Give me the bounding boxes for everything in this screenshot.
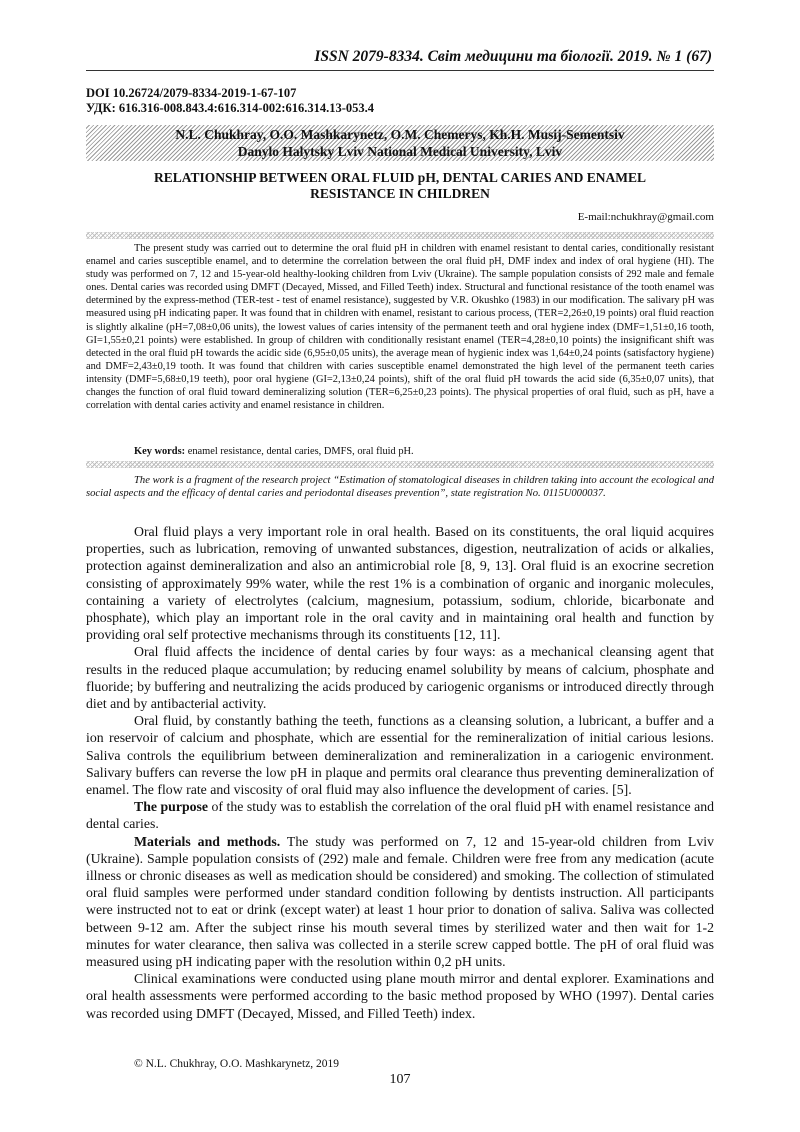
author-names: N.L. Chukhray, O.O. Mashkarynetz, O.M. Chemerys, Kh.H. Musij-Sementsiv <box>175 127 625 142</box>
body-text <box>86 523 714 1022</box>
methods-label: Materials and methods. <box>134 833 281 849</box>
keywords <box>134 446 414 457</box>
authors-block <box>86 126 714 160</box>
header-divider <box>86 70 714 71</box>
article-identifiers <box>86 86 374 116</box>
paragraph-purpose <box>86 798 714 832</box>
methods-text: The study was performed on 7, 12 and 15-year-old children from Lviv (Ukraine). Sample population consists of (292) male and female. Children were free from any medication (acute illness or chronic diseases as well as medication should be considered) and smoking. The collection of stimulated oral fluid samples were performed under standard condition following by dentists instruction. All participants were instructed not to eat or drink (except water) at least 1 hour prior to donation of saliva. Saliva was collected between 9-12 am. After the subject rinse his mouth several times by sterilized water and then wait for 1-2 minutes for water clearance, then saliva was collected in a sterile screw capped bottle. The pH of oral fluid was measured using pH indicating paper with the resolution within 0,2 pH units. <box>86 833 714 970</box>
paragraph-methods <box>86 833 714 971</box>
paragraph: Oral fluid affects the incidence of dental caries by four ways: as a mechanical cleansing agent that results in the reduced plaque accumulation; by reducing enamel solubility by means of calcium, phosphate and fluoride; by buffering and neutralizing the acids produced by cariogenic organisms or introduced directly through diet and by antibacterial activity. <box>86 644 714 712</box>
email: E-mail:nchukhray@gmail.com <box>577 211 714 223</box>
doi: DOI 10.26724/2079-8334-2019-1-67-107 <box>86 86 297 100</box>
project-note: The work is a fragment of the research project “Estimation of stomatological diseases in children taking into account the ecological and social aspects and the efficacy of dental caries and periodontal diseases prevention”, state registration No. 0115U000037. <box>86 475 714 500</box>
keywords-label: Key words: <box>134 446 186 457</box>
purpose-text: of the study was to establish the correlation of the oral fluid pH with enamel resistance and dental caries. <box>86 799 715 832</box>
abstract: The present study was carried out to determine the oral fluid pH in children with enamel resistant to dental caries, conditionally resistant enamel and caries susceptible enamel, and to determine the correlation between the oral fluid pH, DMF index and index of oral hygiene (HI). The study was performed on 7, 12 and 15-year-old healthy-looking children from Lviv (Ukraine). The sample population consists of 292 male and female ones. Dental caries was recorded using DMFT (Decayed, Missed, and Filled Teeth) index. Structural and functional resistance of the tooth enamel was determined by the express-method (TER-test - test of enamel resistance), suggested by V.R. Okushko (1983) in our modification. The salivary pH was measured using pH indicating paper. It was found that in children with enamel, resistant to carious process, (TER=2,26±0,19 points) oral fluid reaction is slightly alkaline (pH=7,08±0,06 units), the lowest values of caries intensity of the permanent teeth and oral hygiene index (DMF=1,51±0,16 tooth, GI=1,55±0,21 points) were established. In group of children with conditionally resistant enamel (TER=4,28±0,10 points) the insignificant shift was detected in the oral fluid pH towards the acidic side (6,95±0,05 units), the average mean of hygienic index was 1,64±0,24 points (satisfactory hygiene) and DMF=2,43±0,19 tooth. It was found that children with caries susceptible enamel demonstrated the high level of the permanent teeth caries intensity (DMF=5,68±0,19 teeth), poor oral hygiene (GI=2,13±0,24 points), shift of the oral fluid pH towards the acid side (6,35±0,07 units), that changes the function of oral fluid toward demineralizing solution (TER=6,25±0,23 points). The physical properties of oral fluid, such as pH, have a correlation with dental caries activity and enamel resistance in children. <box>86 243 714 412</box>
keywords-text: enamel resistance, dental caries, DMFS, oral fluid pH. <box>187 446 414 457</box>
abstract-top-divider <box>86 232 714 239</box>
affiliation: Danylo Halytsky Lviv National Medical University, Lviv <box>237 144 563 159</box>
page-number: 107 <box>389 1072 411 1087</box>
title-line-1: RELATIONSHIP BETWEEN ORAL FLUID pH, DENTAL CARIES AND ENAMEL <box>154 170 646 185</box>
title-line-2: RESISTANCE IN CHILDREN <box>310 186 490 201</box>
udk: УДК: 616.316-008.843.4:616.314-002:616.314.13-053.4 <box>86 101 375 115</box>
paragraph: Clinical examinations were conducted using plane mouth mirror and dental explorer. Examinations and oral health assessments were performed according to the basic method proposed by WHO (1997). Dental caries was recorded using DMFT (Decayed, Missed, and Filled Teeth) index. <box>86 971 714 1021</box>
journal-header: ISSN 2079-8334. Світ медицини та біології. 2019. № 1 (67) <box>314 48 712 65</box>
article-title <box>86 170 714 202</box>
purpose-label: The purpose <box>134 799 209 815</box>
paragraph: Oral fluid, by constantly bathing the teeth, functions as a cleansing solution, a lubricant, a buffer and a ion reservoir of calcium and phosphate, which are essential for the remineralization of initial carious lesions. Saliva controls the equilibrium between demineralization and remineralization in a cariogenic environment. Salivary buffers can reverse the low pH in plaque and permits oral clearance thus preventing demineralization of enamel. The flow rate and viscosity of oral fluid may also influence the development of caries. [5]. <box>86 713 714 798</box>
abstract-bottom-divider <box>86 461 714 468</box>
copyright: © N.L. Chukhray, O.O. Mashkarynetz, 2019 <box>134 1058 340 1070</box>
paragraph: Oral fluid plays a very important role in oral health. Based on its constituents, the oral liquid acquires properties, such as lubrication, removing of unwanted substances, digestion, neutralization of acids or alkalies, protection against demineralization and also an antimicrobial role [8, 9, 13]. Oral fluid is an exocrine secretion consisting of approximately 99% water, while the rest 1% is a combination of organic and inorganic molecules, containing a variety of electrolytes (calcium, magnesium, potassium, sodium, chloride, bicarbonate and phosphate), which play an important role in the oral cavity and in maintaining oral health and function by providing oral self protective mechanisms through its constituents [12, 11]. <box>86 524 714 643</box>
